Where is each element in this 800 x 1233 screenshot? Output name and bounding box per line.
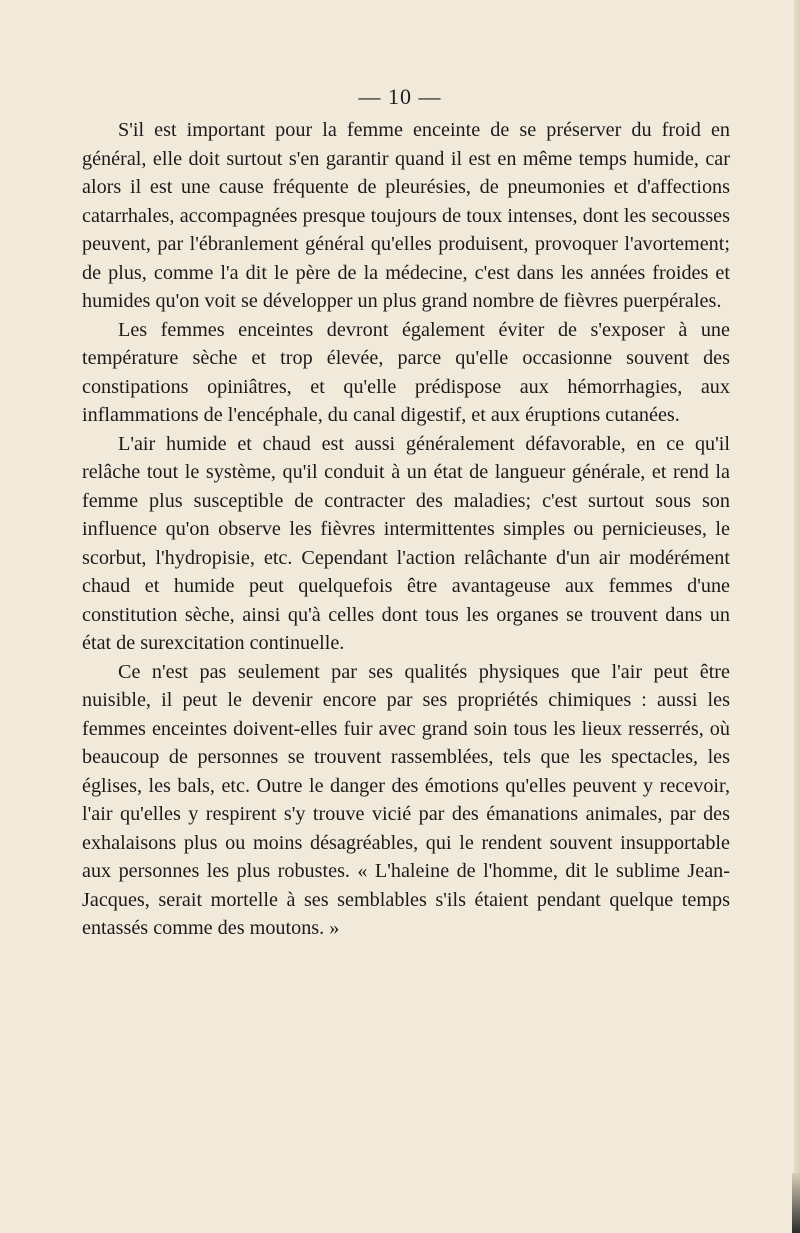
body-text	[82, 116, 730, 943]
page-edge	[794, 0, 800, 1233]
paragraph-2: Les femmes enceintes devront également éviter de s'exposer à une température sèche et trop élevée, parce qu'elle occasionne souvent des constipations opiniâtres, et qu'elle prédispose aux hémorrhagies, aux inflammations de l'encéphale, du canal digestif, et aux éruptions cutanées.	[82, 318, 730, 426]
page-number: — 10 —	[358, 84, 442, 109]
paragraph-4: Ce n'est pas seulement par ses qualités physiques que l'air peut être nuisible, il peut le devenir encore par ses propriétés chimiques : aussi les femmes enceintes doivent-elles fuir avec grand soin tous les lieux resserrés, où beaucoup de personnes se trouvent rassemblées, tels que les spectacles, les églises, les bals, etc. Outre le danger des émotions qu'elles peuvent y recevoir, l'air qu'elles y respirent s'y trouve vicié par des émanations animales, par des exhalaisons plus ou moins désagréables, qui le rendent souvent insupportable aux personnes les plus robustes. « L'haleine de l'homme, dit le sublime Jean-Jacques, serait mortelle à ses semblables s'ils étaient pendant quelque temps entassés comme des moutons. »	[82, 660, 730, 939]
paragraph-3: L'air humide et chaud est aussi généralement défavorable, en ce qu'il relâche tout le système, qu'il conduit à un état de langueur générale, et rend la femme plus susceptible de contracter des maladies; c'est surtout sous son influence qu'on observe les fièvres intermittentes simples ou pernicieuses, le scorbut, l'hydropisie, etc. Cependant l'action relâchante d'un air modérément chaud et humide peut quelquefois être avantageuse aux femmes d'une constitution sèche, ainsi qu'à celles dont tous les organes se trouvent dans un état de surexcitation continuelle.	[82, 432, 730, 654]
paragraph-1: S'il est important pour la femme enceinte de se préserver du froid en général, elle doit surtout s'en garantir quand il est en même temps humide, car alors il est une cause fréquente de pleurésies, de pneumonies et d'affections catarrhales, accompagnées presque toujours de toux intenses, dont les secousses peuvent, par l'ébranlement général qu'elles produisent, provoquer l'avortement; de plus, comme l'a dit le père de la médecine, c'est dans les années froides et humides qu'on voit se développer un plus grand nombre de fièvres puerpérales.	[82, 119, 730, 312]
page-corner-shadow	[792, 1173, 800, 1233]
